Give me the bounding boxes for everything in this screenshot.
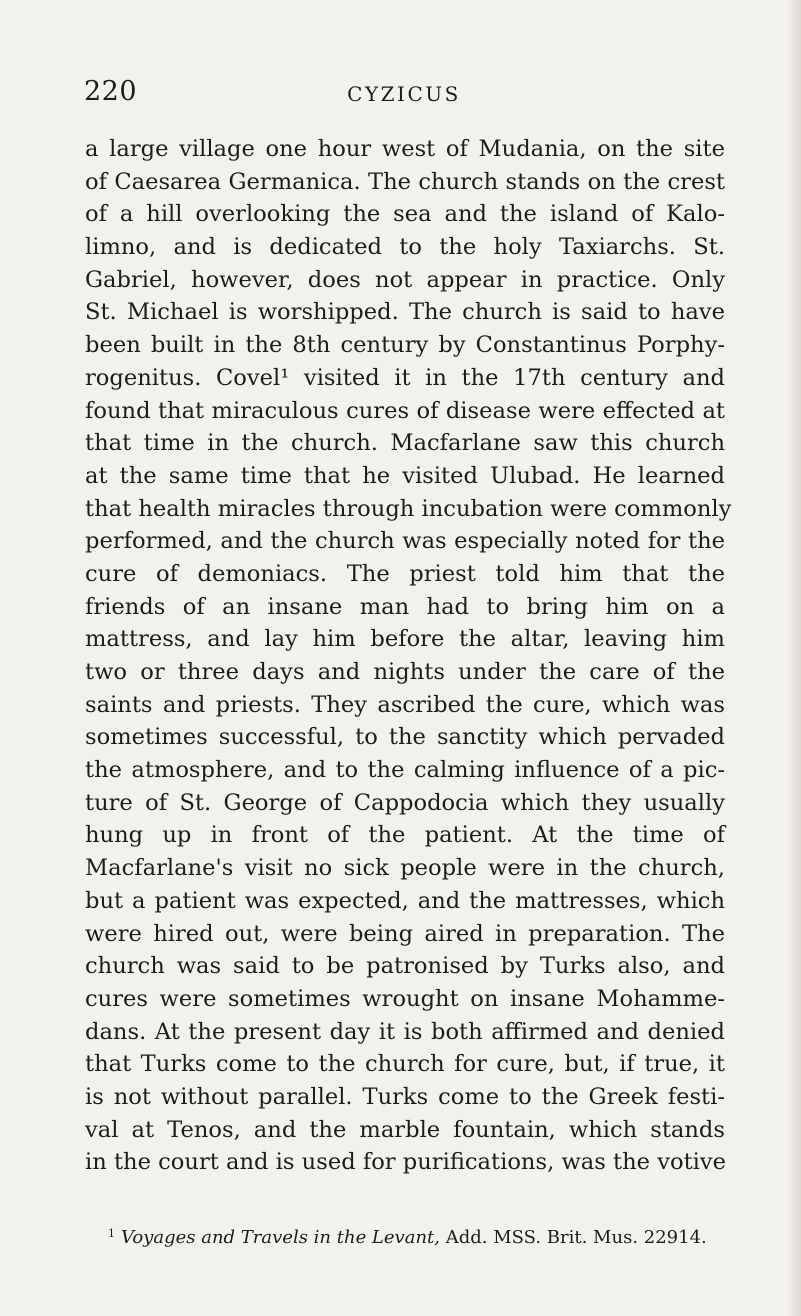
text-line: St. Michael is worshipped. The church is said to have: [85, 299, 725, 326]
footnote: [108, 1222, 728, 1250]
text-line: ture of St. George of Cappodocia which they usually: [85, 789, 725, 816]
page-number: 220: [84, 76, 138, 107]
running-head: CYZICUS: [347, 82, 461, 106]
text-line: dans. At the present day it is both affirmed and denied: [85, 1018, 725, 1045]
text-line: a large village one hour west of Mudania, on the site: [85, 136, 725, 162]
text-line: hung up in front of the patient. At the time of: [85, 822, 725, 849]
text-line: of a hill overlooking the sea and the island of Kalo-: [85, 201, 725, 228]
text-line: Gabriel, however, does not appear in practice. Only: [85, 266, 725, 293]
text-line: limno, and is dedicated to the holy Taxiarchs. St.: [85, 234, 725, 261]
text-line: performed, and the church was especially noted for the: [85, 528, 725, 555]
text-line: mattress, and lay him before the altar, leaving him: [85, 626, 725, 653]
text-line: at the same time that he visited Ulubad. He learned: [85, 462, 725, 489]
page-header: [84, 76, 724, 112]
text-line: two or three days and nights under the care of the: [85, 659, 725, 685]
text-line: were hired out, were being aired in preparation. The: [85, 920, 725, 947]
text-line: in the court and is used for purifications, was the votive: [85, 1149, 727, 1176]
text-line: but a patient was expected, and the mattresses, which: [85, 887, 725, 914]
text-line: is not without parallel. Turks come to the Greek festi-: [85, 1083, 725, 1110]
text-line: Macfarlane's visit no sick people were in the church,: [85, 855, 725, 882]
text-line: that health miracles through incubation were commonly: [85, 495, 732, 522]
text-line: sometimes successful, to the sanctity which pervaded: [85, 724, 725, 751]
page-edge-shadow: [787, 0, 801, 1316]
text-line: cure of demoniacs. The priest told him that the: [85, 560, 725, 587]
text-line: been built in the 8th century by Constantinus Porphy-: [85, 332, 725, 359]
footnote-marker: 1: [108, 1227, 115, 1240]
text-line: church was said to be patronised by Turks also, and: [85, 953, 725, 980]
footnote-reference: Add. MSS. Brit. Mus. 22914.: [440, 1227, 707, 1248]
text-line: val at Tenos, and the marble fountain, which stands: [85, 1116, 725, 1143]
text-line: that Turks come to the church for cure, but, if true, it: [85, 1051, 725, 1078]
text-line: friends of an insane man had to bring him on a: [85, 593, 725, 620]
text-line: found that miraculous cures of disease were effected at: [85, 397, 725, 424]
text-line: rogenitus. Covel¹ visited it in the 17th century and: [85, 364, 725, 391]
text-line: of Caesarea Germanica. The church stands on the crest: [85, 168, 725, 195]
text-line: saints and priests. They ascribed the cure, which was: [85, 691, 725, 718]
body-text: [85, 133, 732, 1179]
text-line: that time in the church. Macfarlane saw this church: [85, 430, 725, 457]
footnote-source-title: Voyages and Travels in the Levant,: [121, 1227, 440, 1248]
text-line: the atmosphere, and to the calming influence of a pic-: [85, 757, 725, 784]
text-line: cures were sometimes wrought on insane Mohamme-: [85, 985, 725, 1012]
